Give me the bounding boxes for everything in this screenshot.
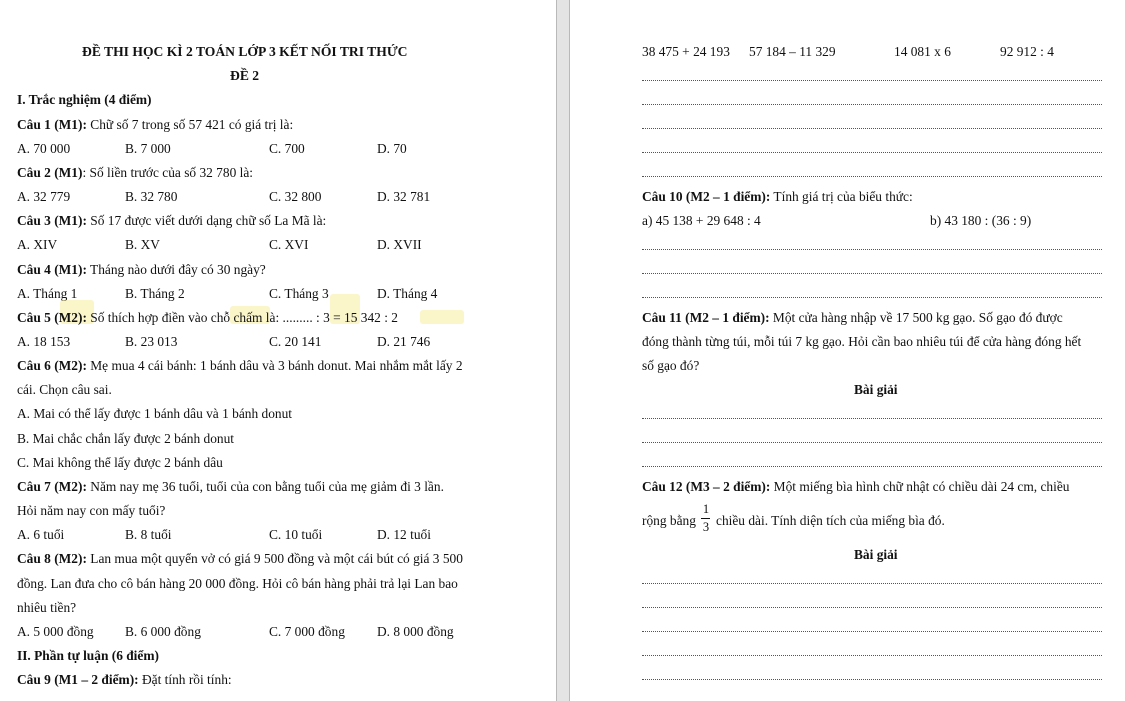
q1-option-d: D. 70	[377, 141, 407, 156]
answer-line	[642, 631, 1102, 632]
solution-heading: Bài giải	[854, 547, 898, 562]
question-label: Câu 8 (M2):	[17, 551, 87, 566]
page-right	[570, 0, 1125, 701]
page-left	[0, 0, 556, 701]
q5-option-a: A. 18 153	[17, 334, 71, 349]
q8-option-d: D. 8 000 đồng	[377, 624, 454, 639]
question-7	[17, 479, 444, 495]
answer-line	[642, 297, 1102, 298]
q4-option-c: C. Tháng 3	[269, 286, 329, 301]
question-9	[17, 672, 232, 688]
answer-line	[642, 152, 1102, 153]
question-text: Năm nay mẹ 36 tuổi, tuổi của con bằng tuổi của mẹ giảm đi 3 lần.	[86, 479, 444, 494]
question-6-continued: cái. Chọn câu sai.	[17, 382, 112, 397]
question-text: Tính giá trị của biểu thức:	[770, 189, 913, 204]
q4-option-b: B. Tháng 2	[125, 286, 185, 301]
question-8-continued: đồng. Lan đưa cho cô bán hàng 20 000 đồng. Hỏi cô bán hàng phải trả lại Lan bao	[17, 576, 458, 591]
answer-line	[642, 655, 1102, 656]
q3-option-b: B. XV	[125, 237, 160, 252]
question-12	[642, 479, 1069, 495]
answer-line	[642, 128, 1102, 129]
question-text: Tháng nào dưới đây có 30 ngày?	[86, 262, 266, 277]
question-label: Câu 3 (M1):	[17, 213, 87, 228]
question-11-continued: đóng thành từng túi, mỗi túi 7 kg gạo. Hỏi cần bao nhiêu túi để cửa hàng đóng hết	[642, 334, 1082, 349]
q10-part-b: b) 43 180 : (36 : 9)	[930, 213, 1032, 228]
question-11-continued-2: số gạo đó?	[642, 358, 700, 373]
question-label: Câu 6 (M2):	[17, 358, 87, 373]
question-label: Câu 4 (M1):	[17, 262, 87, 277]
calc-2: 57 184 – 11 329	[749, 44, 836, 59]
question-label: Câu 1 (M1):	[17, 117, 87, 132]
q2-option-c: C. 32 800	[269, 189, 322, 204]
question-12-continued-2: chiều dài. Tính diện tích của miếng bìa đó.	[716, 513, 945, 528]
question-text: Lan mua một quyển vở có giá 9 500 đồng và một cái bút có giá 3 500	[86, 551, 463, 566]
question-label: Câu 10 (M2 – 1 điểm):	[642, 189, 771, 204]
q7-option-b: B. 8 tuổi	[125, 527, 172, 542]
question-label: Câu 5 (M2):	[17, 310, 87, 325]
q5-option-b: B. 23 013	[125, 334, 178, 349]
calc-4: 92 912 : 4	[1000, 44, 1054, 59]
question-2	[17, 165, 253, 181]
question-text: Mẹ mua 4 cái bánh: 1 bánh dâu và 3 bánh donut. Mai nhắm mắt lấy 2	[86, 358, 463, 373]
question-label: Câu 7 (M2):	[17, 479, 87, 494]
q2-option-d: D. 32 781	[377, 189, 431, 204]
q10-part-a: a) 45 138 + 29 648 : 4	[642, 213, 761, 228]
q4-option-d: D. Tháng 4	[377, 286, 438, 301]
answer-line	[642, 249, 1102, 250]
answer-line	[642, 176, 1102, 177]
q2-option-b: B. 32 780	[125, 189, 178, 204]
q7-option-a: A. 6 tuổi	[17, 527, 65, 542]
q1-option-c: C. 700	[269, 141, 305, 156]
q3-option-c: C. XVI	[269, 237, 309, 252]
question-label: Câu 11 (M2 – 1 điểm):	[642, 310, 770, 325]
answer-line	[642, 679, 1102, 680]
exam-title: ĐỀ THI HỌC KÌ 2 TOÁN LỚP 3 KẾT NỐI TRI THỨC	[82, 44, 408, 59]
q8-option-c: C. 7 000 đồng	[269, 624, 345, 639]
solution-heading: Bài giải	[854, 382, 898, 397]
fraction-denominator: 3	[702, 520, 710, 534]
question-11	[642, 310, 1063, 326]
section-multiple-choice: I. Trắc nghiệm (4 điểm)	[17, 92, 152, 107]
q8-option-b: B. 6 000 đồng	[125, 624, 201, 639]
q4-option-a: A. Tháng 1	[17, 286, 78, 301]
question-text: Đặt tính rồi tính:	[138, 672, 232, 687]
question-text: Chữ số 7 trong số 57 421 có giá trị là:	[86, 117, 294, 132]
exam-subtitle: ĐỀ 2	[230, 68, 260, 83]
answer-line	[642, 273, 1102, 274]
answer-line	[642, 583, 1102, 584]
q2-option-a: A. 32 779	[17, 189, 71, 204]
answer-line	[642, 418, 1102, 419]
question-1	[17, 117, 293, 133]
calc-3: 14 081 x 6	[894, 44, 951, 59]
fraction-numerator: 1	[702, 502, 710, 516]
answer-line	[642, 104, 1102, 105]
calc-1: 38 475 + 24 193	[642, 44, 730, 59]
question-text: Một miếng bìa hình chữ nhật có chiều dài 24 cm, chiều	[770, 479, 1070, 494]
q5-option-c: C. 20 141	[269, 334, 322, 349]
question-label: Câu 12 (M3 – 2 điểm):	[642, 479, 771, 494]
question-text: Số thích hợp điền vào chỗ chấm là: ......... : 3 = 15 342 : 2	[86, 310, 398, 325]
watermark-shape	[420, 310, 464, 324]
answer-line	[642, 466, 1102, 467]
question-10	[642, 189, 913, 205]
page-divider	[556, 0, 557, 701]
question-text: Một cửa hàng nhập về 17 500 kg gạo. Số gạo đó được	[769, 310, 1063, 325]
question-6	[17, 358, 463, 374]
q1-option-a: A. 70 000	[17, 141, 71, 156]
question-8	[17, 551, 463, 567]
q3-option-d: D. XVII	[377, 237, 422, 252]
section-essay: II. Phần tự luận (6 điểm)	[17, 648, 159, 663]
question-8-continued-2: nhiêu tiền?	[17, 600, 77, 615]
question-7-continued: Hỏi năm nay con mấy tuổi?	[17, 503, 166, 518]
question-text: Số 17 được viết dưới dạng chữ số La Mã là:	[86, 213, 327, 228]
q7-option-d: D. 12 tuổi	[377, 527, 431, 542]
q6-option-c: C. Mai không thể lấy được 2 bánh dâu	[17, 455, 223, 470]
q6-option-a: A. Mai có thể lấy được 1 bánh dâu và 1 bánh donut	[17, 406, 293, 421]
q1-option-b: B. 7 000	[125, 141, 171, 156]
question-text: : Số liền trước của số 32 780 là:	[82, 165, 254, 180]
question-4	[17, 262, 266, 278]
fraction-bar	[701, 518, 710, 519]
q3-option-a: A. XIV	[17, 237, 58, 252]
q7-option-c: C. 10 tuổi	[269, 527, 323, 542]
question-5	[17, 310, 398, 326]
answer-line	[642, 607, 1102, 608]
question-label: Câu 2 (M1)	[17, 165, 83, 180]
question-12-continued: rộng bằng	[642, 513, 696, 528]
q5-option-d: D. 21 746	[377, 334, 431, 349]
q6-option-b: B. Mai chắc chắn lấy được 2 bánh donut	[17, 431, 234, 446]
question-3	[17, 213, 326, 229]
question-label: Câu 9 (M1 – 2 điểm):	[17, 672, 139, 687]
answer-line	[642, 80, 1102, 81]
q8-option-a: A. 5 000 đồng	[17, 624, 94, 639]
answer-line	[642, 442, 1102, 443]
